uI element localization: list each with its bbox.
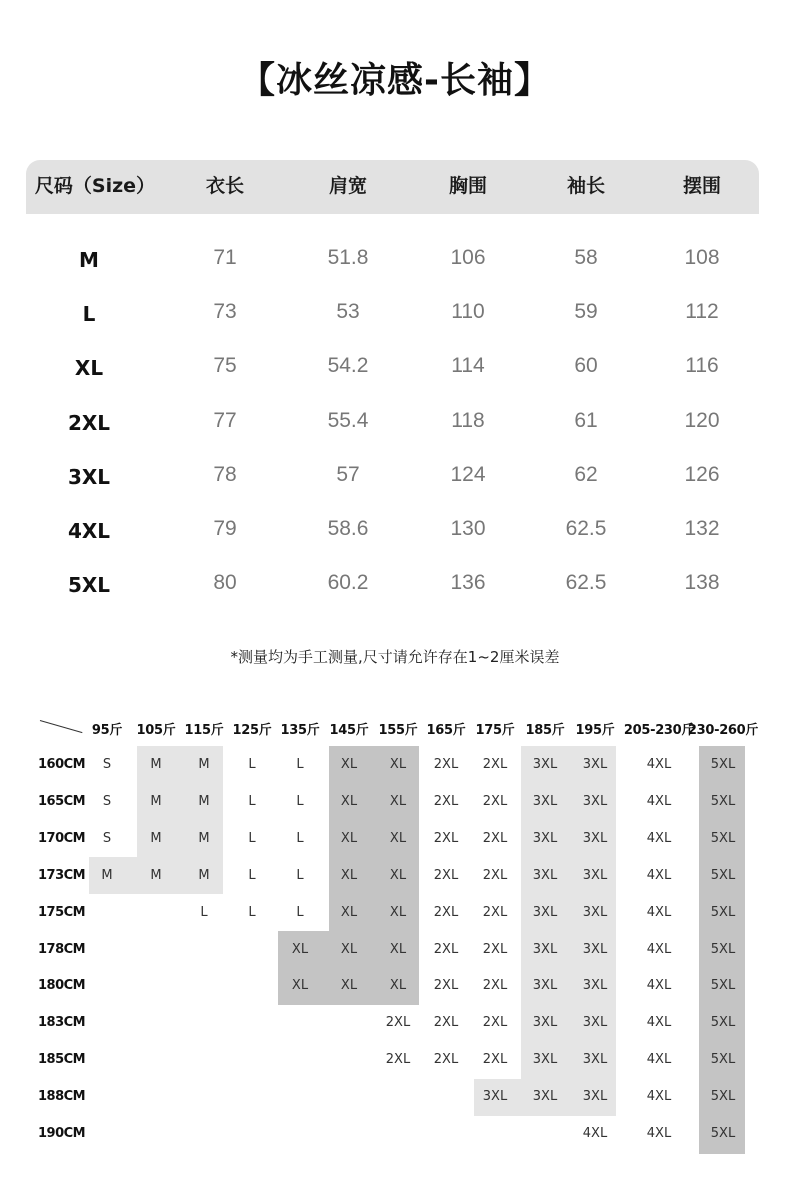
recommend-cell: 3XL [532,941,558,957]
size-value-cell: 62.5 [565,571,607,595]
weight-header: 135斤 [280,723,320,738]
size-value-cell: 61 [574,408,598,432]
size-value-cell: 51.8 [327,246,369,269]
height-label: 173CM [38,867,86,883]
recommend-cell: 5XL [710,1126,736,1141]
recommend-cell: 3XL [532,1015,558,1031]
recommend-cell: 4XL [646,978,672,994]
header-hem: 摆围 [682,175,722,197]
height-label: 190CM [38,1126,86,1141]
height-label: 165CM [38,793,86,809]
corner-diagonal [40,720,83,733]
size-value-cell: 126 [684,462,720,486]
header-sleeve: 袖长 [566,175,606,197]
recommend-cell: XL [389,867,407,883]
recommend-cell: 2XL [482,1015,508,1031]
recommend-cell: 4XL [646,793,672,809]
size-value-cell: 58.6 [327,517,369,540]
size-value-cell: 60.2 [327,571,369,595]
height-label: 183CM [38,1015,86,1031]
recommend-cell: 3XL [582,867,608,883]
size-value-cell: 106 [450,246,486,269]
recommend-cell: XL [389,978,407,994]
recommend-cell: 5XL [710,1052,736,1068]
recommend-cell: L [296,867,304,883]
recommend-cell: 3XL [582,757,608,772]
recommend-cell: 4XL [582,1126,608,1141]
recommend-cell: 3XL [582,830,608,846]
header-length: 衣长 [205,175,245,197]
recommend-cell: 5XL [710,1089,736,1105]
recommend-cell: 5XL [710,941,736,957]
size-value-cell: 110 [451,300,485,324]
size-value-cell: 59 [574,300,598,324]
recommend-cell: L [248,793,256,809]
recommend-cell: M [150,793,162,809]
recommend-cell: S [102,757,112,772]
recommend-cell: 3XL [532,978,558,994]
recommend-cell: XL [340,830,358,846]
recommend-cell: 2XL [482,867,508,883]
recommend-cell: 2XL [433,1052,459,1068]
recommend-cell: 4XL [646,904,672,920]
recommend-cell: 3XL [532,757,558,772]
recommend-cell: XL [389,941,407,957]
recommend-cell: 3XL [532,904,558,920]
recommend-cell: XL [389,830,407,846]
header-chest: 胸围 [448,175,488,197]
size-value-cell: 120 [684,408,720,432]
recommend-cell: 2XL [482,830,508,846]
recommend-cell: S [102,793,112,809]
page-title: 【冰丝凉感-长袖】 [239,60,551,101]
recommend-cell: 5XL [710,867,736,883]
height-label: 185CM [38,1052,86,1068]
recommend-cell: 2XL [482,941,508,957]
weight-header: 115斤 [184,723,224,738]
recommend-cell: L [296,830,304,846]
weight-header: 155斤 [378,723,418,738]
recommend-cell: 2XL [482,757,508,772]
weight-header: 125斤 [232,723,272,738]
measurement-note: *测量均为手工测量,尺寸请允许存在1~2厘米误差 [230,648,560,666]
size-value-cell: 62 [574,462,598,486]
recommend-cell: XL [340,867,358,883]
recommend-cell: 4XL [646,830,672,846]
recommend-cell: 5XL [710,1015,736,1031]
recommend-cell: M [198,830,210,846]
recommend-cell: 2XL [482,1052,508,1068]
size-value-cell: 71 [213,246,237,269]
recommend-cell: XL [340,978,358,994]
recommend-cell: S [102,830,112,846]
recommend-cell: 3XL [582,793,608,809]
height-label: 178CM [38,941,86,957]
size-value-cell: 136 [450,571,486,595]
recommend-cell: 2XL [482,793,508,809]
recommend-cell: 2XL [385,1015,411,1031]
size-value-cell: 77 [213,408,237,432]
size-value-cell: 118 [451,408,485,432]
size-value-cell: 116 [685,354,719,378]
recommend-cell: 2XL [482,978,508,994]
size-value-cell: 80 [213,571,237,595]
recommend-cell: L [248,904,256,920]
recommend-cell: 5XL [710,757,736,772]
size-value-cell: 78 [213,462,237,486]
size-label: M [79,248,99,272]
recommend-cell: 4XL [646,1052,672,1068]
recommend-cell: 3XL [582,1052,608,1068]
size-value-cell: 73 [213,300,237,324]
recommend-cell: L [248,757,256,772]
recommend-cell: 4XL [646,1126,672,1141]
size-value-cell: 53 [336,300,360,324]
recommend-cell: 2XL [433,830,459,846]
recommend-cell: 2XL [433,867,459,883]
recommend-cell: L [248,867,256,883]
recommend-cell: XL [389,793,407,809]
weight-header: 95斤 [91,723,123,738]
size-label: XL [74,356,104,381]
weight-header: 145斤 [329,723,369,738]
recommend-cell: 3XL [582,1015,608,1031]
recommend-cell: L [296,757,304,772]
header-shoulder: 肩宽 [328,175,368,197]
size-label: L [82,302,96,327]
recommend-cell: 4XL [646,1015,672,1031]
weight-header: 105斤 [136,723,176,738]
height-label: 170CM [38,830,86,846]
recommend-cell: M [198,793,210,809]
header-size: 尺码（Size） [34,175,156,197]
recommend-cell: 3XL [532,1052,558,1068]
size-label: 2XL [67,410,111,435]
weight-header: 185斤 [525,723,565,738]
size-label: 4XL [67,519,111,543]
recommend-cell: 2XL [482,904,508,920]
recommend-cell: XL [291,941,309,957]
size-value-cell: 114 [451,354,485,378]
recommend-cell: 3XL [582,978,608,994]
weight-header: 205-230斤 [623,723,695,738]
recommend-cell: XL [291,978,309,994]
recommend-cell: XL [389,904,407,920]
recommend-cell: 3XL [582,904,608,920]
recommend-cell: XL [340,757,358,772]
recommend-cell: 2XL [433,757,459,772]
size-label: 5XL [67,573,111,598]
size-value-cell: 132 [684,517,720,540]
recommend-cell: 3XL [532,867,558,883]
size-value-cell: 75 [213,354,237,378]
recommend-cell: M [150,757,162,772]
weight-header: 195斤 [575,723,615,738]
recommend-cell: 2XL [433,941,459,957]
recommend-cell: 4XL [646,757,672,772]
size-value-cell: 54.2 [327,354,369,378]
size-value-cell: 138 [684,571,720,595]
recommend-cell: 3XL [532,1089,558,1105]
size-value-cell: 55.4 [327,408,369,432]
recommend-cell: 3XL [582,941,608,957]
recommend-cell: M [198,867,210,883]
recommend-cell: L [200,904,208,920]
recommend-cell: 3XL [482,1089,508,1105]
recommend-cell: 4XL [646,1089,672,1105]
height-label: 180CM [38,978,86,994]
weight-header: 230-260斤 [687,723,759,738]
recommend-cell: 2XL [385,1052,411,1068]
recommend-cell: XL [389,757,407,772]
recommend-cell: 4XL [646,941,672,957]
recommend-cell: 2XL [433,904,459,920]
recommend-cell: L [296,904,304,920]
height-label: 188CM [38,1089,86,1105]
recommend-cell: 5XL [710,904,736,920]
height-label: 160CM [38,757,86,772]
recommend-cell: 4XL [646,867,672,883]
weight-header: 175斤 [475,723,515,738]
weight-header: 165斤 [426,723,466,738]
recommend-cell: 2XL [433,793,459,809]
size-label: 3XL [67,464,111,489]
recommend-cell: 2XL [433,978,459,994]
size-value-cell: 112 [685,300,719,324]
recommend-cell: M [101,867,113,883]
recommend-cell: 5XL [710,793,736,809]
recommend-cell: 5XL [710,830,736,846]
recommend-cell: XL [340,941,358,957]
size-value-cell: 57 [336,462,360,486]
size-value-cell: 79 [213,517,237,540]
size-value-cell: 108 [684,246,720,269]
recommend-cell: XL [340,793,358,809]
size-value-cell: 62.5 [565,517,607,540]
recommend-cell: 3XL [532,830,558,846]
size-value-cell: 124 [450,462,486,486]
recommend-cell: M [150,830,162,846]
recommend-cell: L [248,830,256,846]
recommend-cell: L [296,793,304,809]
recommend-cell: 3XL [532,793,558,809]
size-value-cell: 60 [574,354,598,378]
recommend-cell: M [150,867,162,883]
size-value-cell: 58 [574,246,598,269]
recommend-cell: XL [340,904,358,920]
recommend-cell: 2XL [433,1015,459,1031]
size-value-cell: 130 [450,517,486,540]
recommend-cell: M [198,757,210,772]
recommend-cell: 5XL [710,978,736,994]
height-label: 175CM [38,904,86,920]
recommend-cell: 3XL [582,1089,608,1105]
